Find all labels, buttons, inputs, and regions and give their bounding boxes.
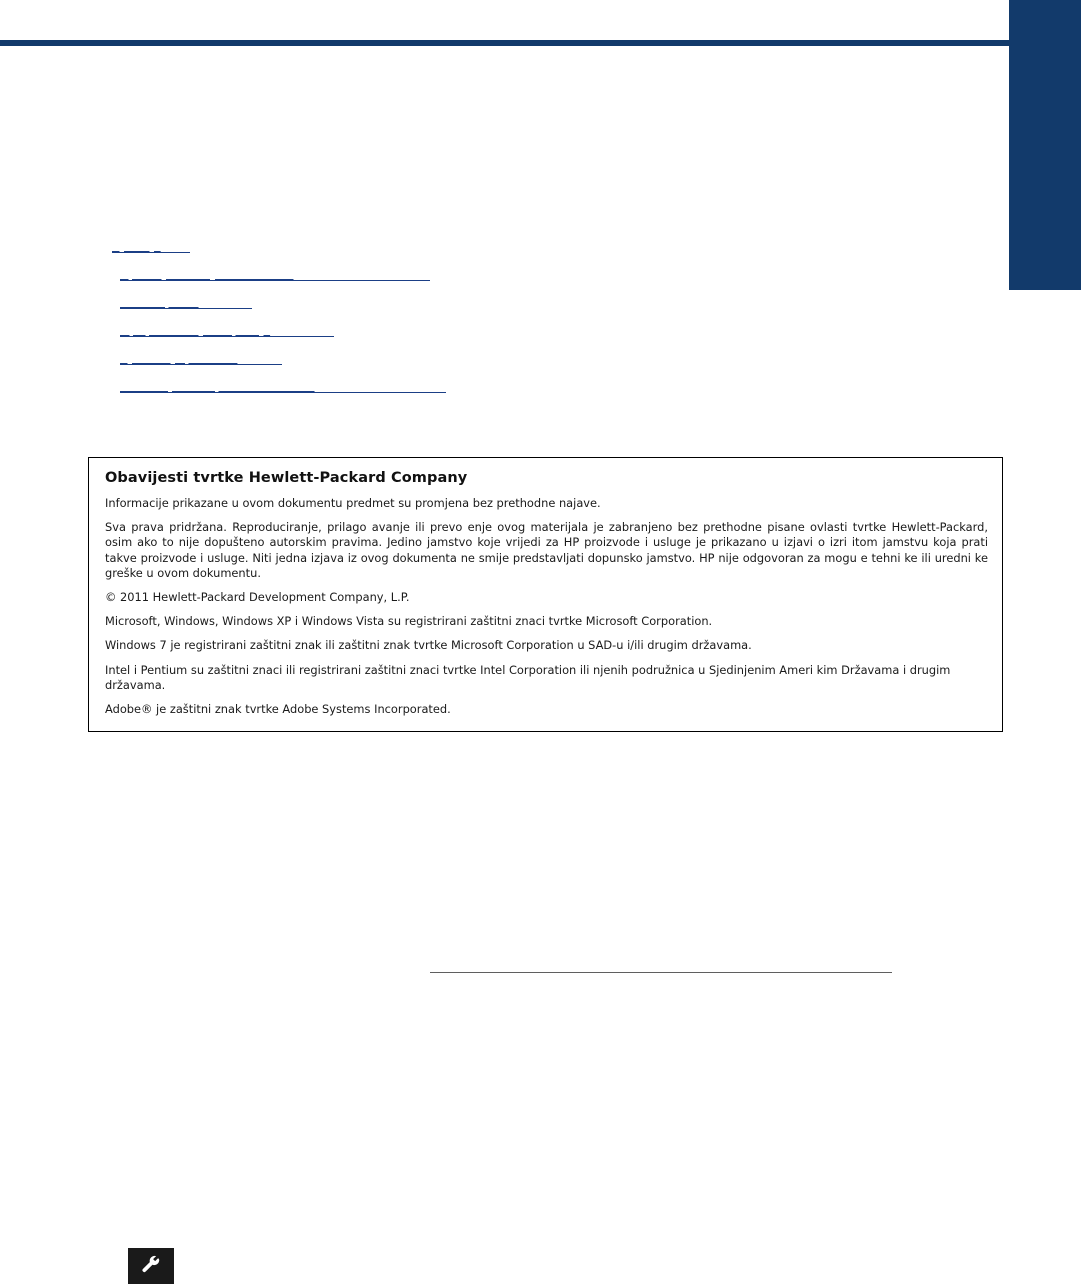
legal-notice-paragraph: Intel i Pentium su zaštitni znaci ili registrirani zaštitni znaci tvrtke Intel Corporation ili njenih podružnica u Sjedinjenim Ameri kim Državama i drugim državama. [105,662,951,692]
legal-notice-paragraph: Adobe® je zaštitni znak tvrtke Adobe Systems Incorporated. [105,702,451,717]
toc-link-3[interactable] [120,294,252,309]
legal-notice-paragraph: Sva prava pridržana. Reproduciranje, prilago avanje ili prevo enje ovog materijala je zabranjeno bez prethodne pisane ovlasti tvrtke Hewlett-Packard, osim ako to nije dopušteno autorskim pravima. Jedino jamstvo koje vrijedi za HP proizvode i usluge je prikazano u izjavi o izri itom jamstvu koja prati takve proizvode i usluge. Niti jedna izjava iz ovog dokumenta ne smije predstavljati dopunsko jamstvo. HP nije odgovoran za mogu e tehni ke ili uredni ke greške u ovom dokumentu. [105,520,988,580]
toc-link-2[interactable] [120,266,430,281]
legal-notice-paragraph: Windows 7 je registrirani zaštitni znak ili zaštitni znak tvrtke Microsoft Corporation u SAD-u i/ili drugim državama. [105,638,752,653]
table-of-contents [112,238,812,406]
legal-notice-paragraph: Informacije prikazane u ovom dokumentu predmet su promjena bez prethodne najave. [105,496,601,510]
toc-link-4[interactable] [120,322,334,337]
toc-link-6[interactable] [120,378,446,393]
wrench-icon [128,1248,174,1284]
legal-notice-box [88,457,1003,732]
legal-notice-title: Obavijesti tvrtke Hewlett-Packard Company [105,470,468,486]
support-link-underline[interactable] [430,972,892,973]
toc-link-1[interactable] [112,238,190,253]
page-side-tab [1009,0,1081,290]
header-rule [0,40,1010,46]
toc-link-5[interactable] [120,350,282,365]
legal-notice-paragraph: © 2011 Hewlett-Packard Development Company, L.P. [105,590,410,605]
legal-notice-paragraph: Microsoft, Windows, Windows XP i Windows Vista su registrirani zaštitni znaci tvrtke Microsoft Corporation. [105,614,713,629]
